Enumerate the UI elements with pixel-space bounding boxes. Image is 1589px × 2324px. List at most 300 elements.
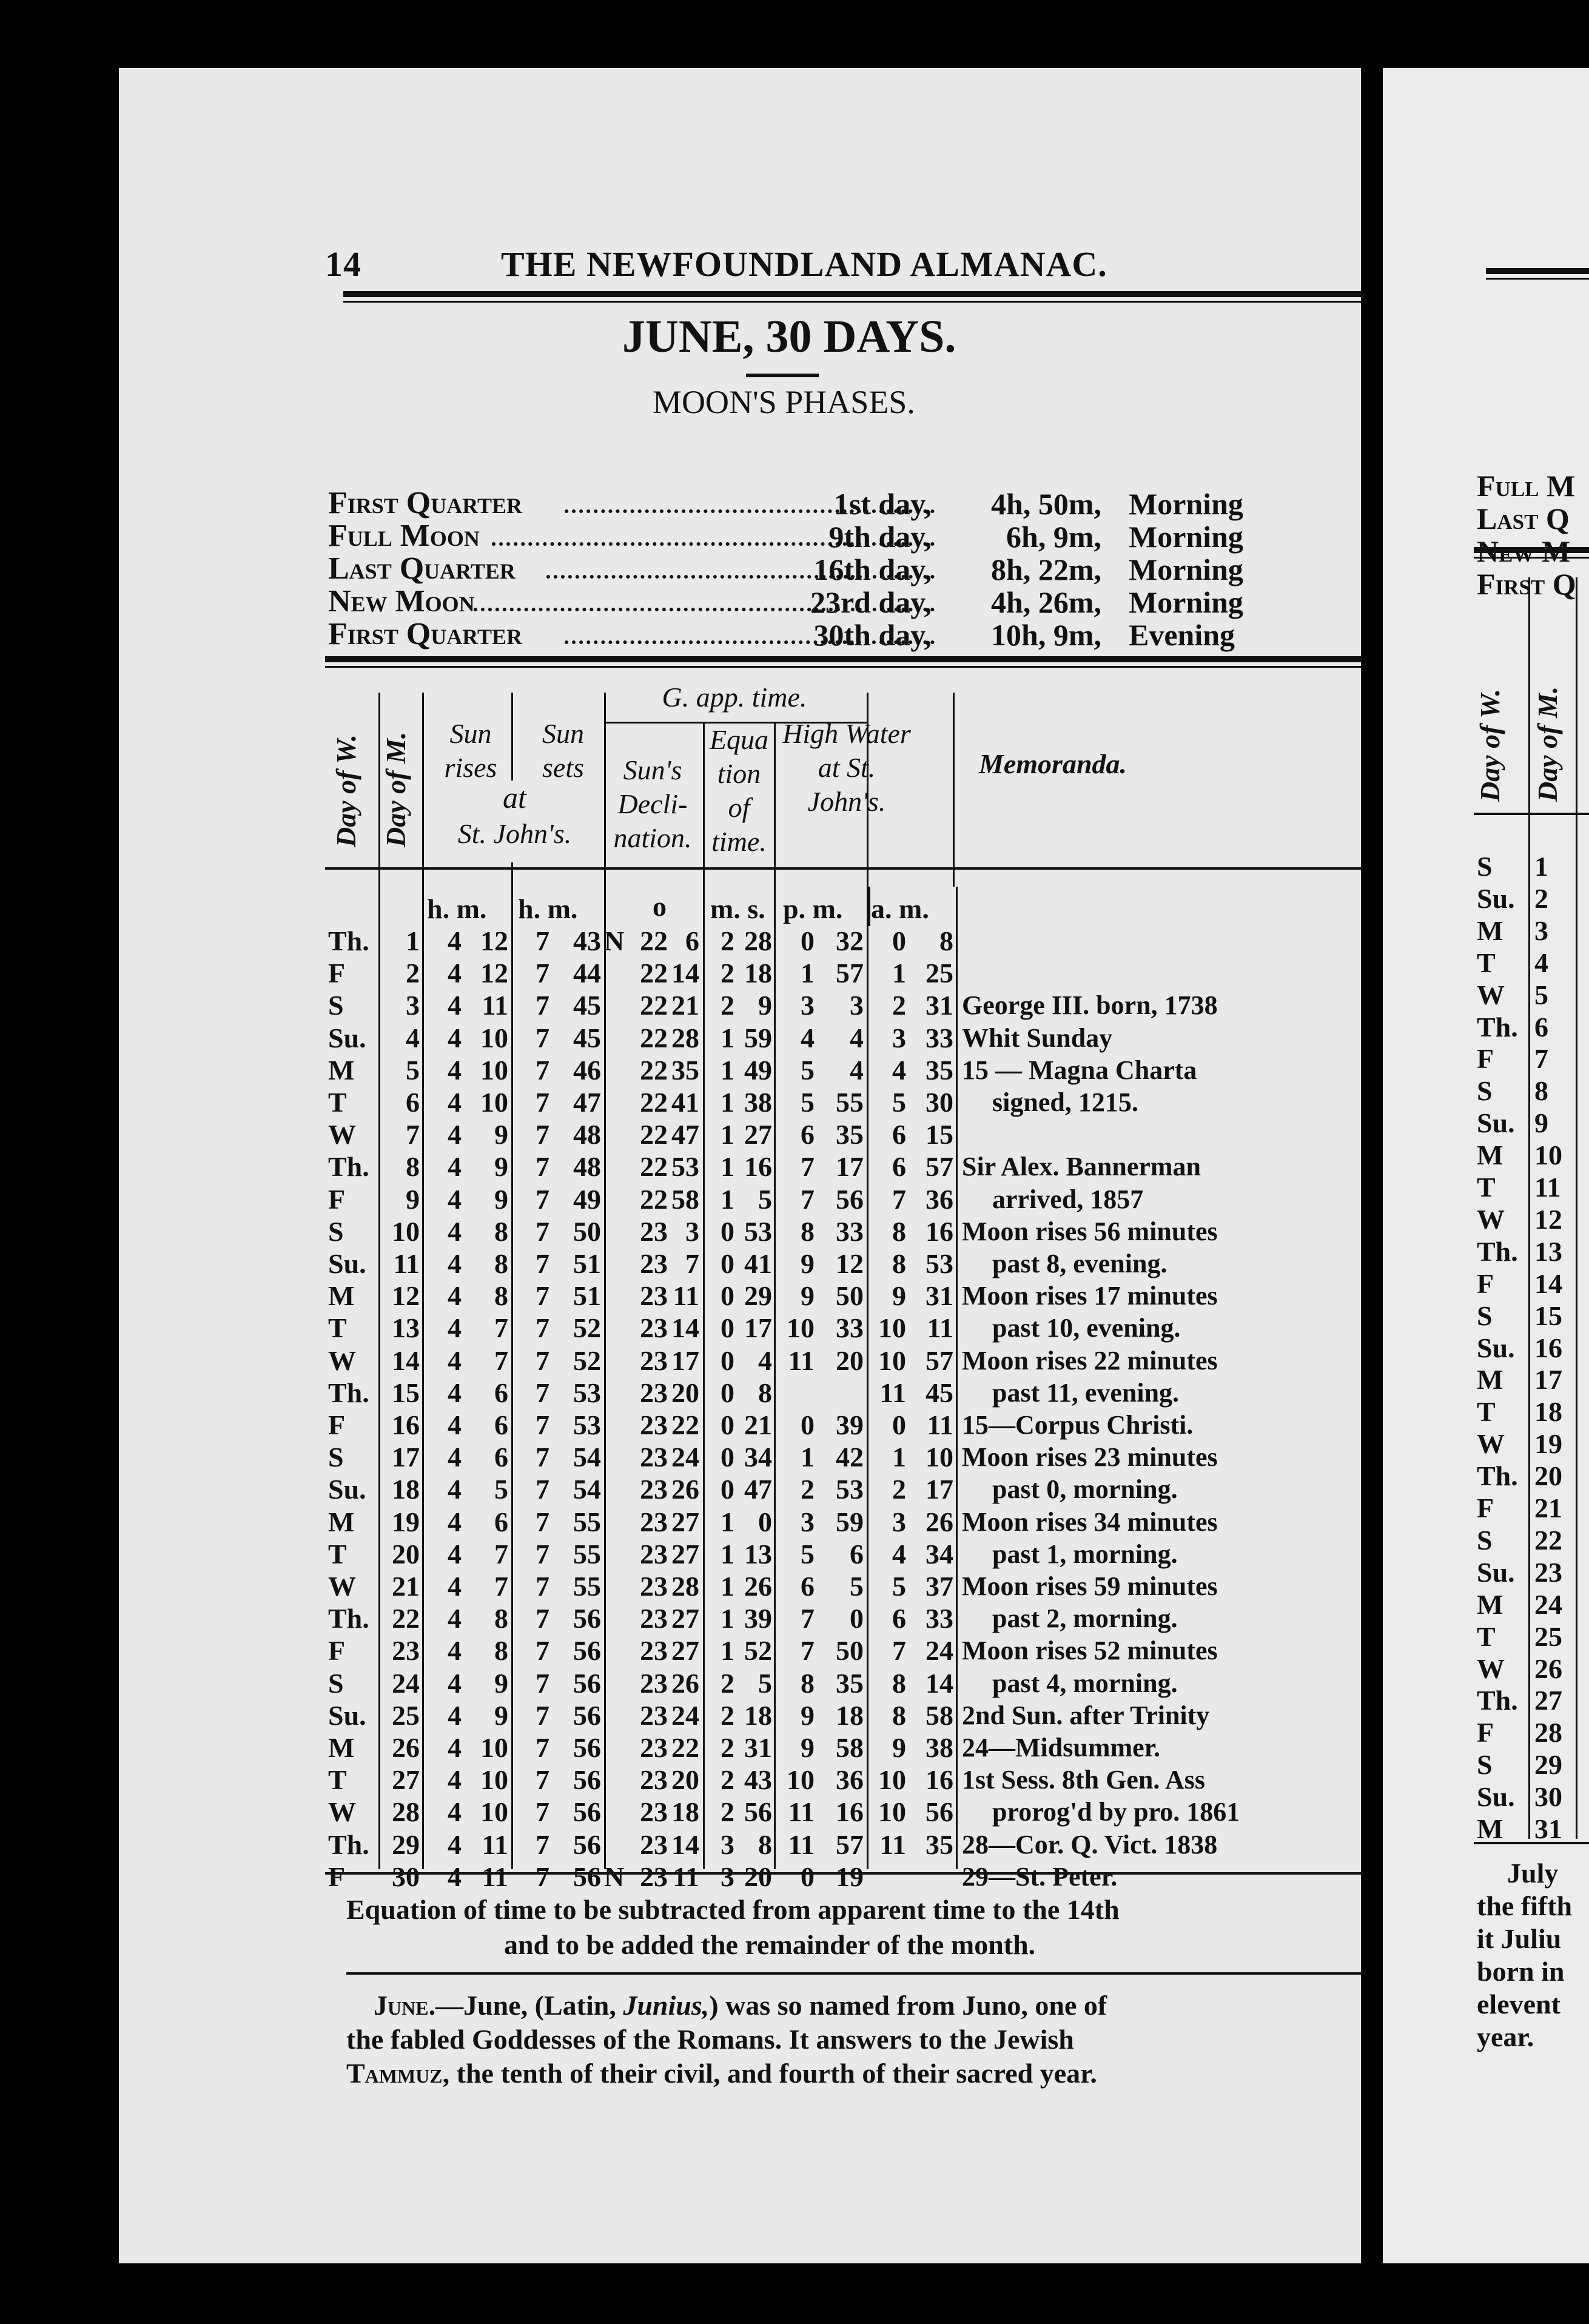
day-of-month: 10 bbox=[392, 1215, 420, 1247]
decl-degrees: 23 bbox=[640, 1538, 668, 1570]
rise-minute: 10 bbox=[480, 1796, 508, 1828]
next-day-of-week: T bbox=[1477, 1172, 1496, 1203]
pm-hour: 7 bbox=[801, 1151, 815, 1183]
eq-seconds: 27 bbox=[744, 1119, 772, 1150]
footer-lead: June. bbox=[374, 1990, 436, 2021]
rise-minute: 6 bbox=[494, 1442, 508, 1473]
decl-minutes: 27 bbox=[671, 1538, 699, 1570]
next-day-of-week: F bbox=[1477, 1268, 1494, 1299]
pm-minute: 57 bbox=[836, 958, 864, 989]
memoranda-entry: 15 — Magna Charta bbox=[962, 1055, 1197, 1085]
decl-minutes: 26 bbox=[671, 1474, 699, 1505]
set-hour: 7 bbox=[536, 1183, 549, 1215]
eq-minutes: 2 bbox=[721, 1764, 734, 1796]
phase-day: 30th day, bbox=[813, 618, 932, 652]
memoranda-entry: Moon rises 17 minutes bbox=[962, 1281, 1218, 1311]
am-minute: 53 bbox=[926, 1248, 953, 1279]
next-day-of-week: M bbox=[1477, 1588, 1503, 1620]
decl-degrees: 23 bbox=[640, 1796, 668, 1828]
set-minute: 53 bbox=[573, 1409, 601, 1440]
next-day-of-month: 31 bbox=[1534, 1813, 1562, 1844]
memoranda-entry: past 8, evening. bbox=[992, 1249, 1167, 1278]
memoranda-entry: Moon rises 23 minutes bbox=[962, 1442, 1218, 1473]
memoranda-entry: Moon rises 56 minutes bbox=[962, 1216, 1218, 1246]
pm-hour: 10 bbox=[787, 1312, 815, 1344]
eq-minutes: 3 bbox=[721, 1861, 734, 1892]
col-divider bbox=[956, 887, 958, 1869]
rise-hour: 4 bbox=[448, 1312, 462, 1344]
eq-seconds: 0 bbox=[758, 1506, 772, 1537]
am-minute: 15 bbox=[926, 1119, 953, 1150]
month-title: JUNE, 30 DAYS. bbox=[622, 311, 956, 362]
decl-minutes: 20 bbox=[671, 1764, 699, 1796]
phase-period: Morning bbox=[1129, 520, 1243, 554]
am-minute: 38 bbox=[926, 1732, 953, 1763]
eq-minutes: 1 bbox=[721, 1635, 734, 1667]
am-minute: 26 bbox=[926, 1506, 953, 1537]
rise-minute: 8 bbox=[494, 1280, 508, 1312]
memoranda-entry: Moon rises 22 minutes bbox=[962, 1345, 1218, 1375]
decl-degrees: 23 bbox=[640, 1409, 668, 1440]
pm-minute: 16 bbox=[836, 1796, 864, 1828]
decl-degrees: 23 bbox=[640, 1732, 668, 1763]
next-divider bbox=[1528, 577, 1530, 1839]
set-minute: 45 bbox=[573, 990, 601, 1021]
am-minute: 17 bbox=[926, 1474, 953, 1505]
memoranda-entry: 2nd Sun. after Trinity bbox=[962, 1700, 1210, 1730]
am-hour: 6 bbox=[892, 1603, 906, 1634]
day-of-week: M bbox=[328, 1732, 355, 1763]
decl-minutes: 6 bbox=[685, 925, 699, 956]
decl-minutes: 27 bbox=[671, 1635, 699, 1667]
eq-seconds: 59 bbox=[744, 1022, 772, 1053]
rise-minute: 11 bbox=[482, 990, 508, 1021]
next-day-of-week: M bbox=[1477, 1813, 1503, 1844]
eq-seconds: 9 bbox=[758, 990, 772, 1021]
day-of-month: 1 bbox=[406, 925, 420, 956]
memoranda-entry: 29—St. Peter. bbox=[962, 1861, 1118, 1892]
set-minute: 48 bbox=[573, 1151, 601, 1183]
am-hour: 7 bbox=[892, 1183, 906, 1215]
am-minute: 57 bbox=[926, 1151, 953, 1183]
day-of-week: F bbox=[328, 1409, 346, 1440]
next-day-of-week: T bbox=[1477, 947, 1496, 978]
am-minute: 25 bbox=[926, 958, 953, 989]
decl-degrees: 22 bbox=[640, 1151, 668, 1183]
eq-seconds: 29 bbox=[744, 1280, 772, 1312]
table-bottom-rule bbox=[325, 1872, 1363, 1875]
decl-minutes: 22 bbox=[671, 1732, 699, 1763]
memoranda-entry: arrived, 1857 bbox=[992, 1184, 1144, 1214]
next-day-of-week: W bbox=[1477, 1428, 1505, 1460]
pm-hour: 7 bbox=[801, 1635, 815, 1667]
rise-minute: 8 bbox=[494, 1248, 508, 1279]
rise-minute: 7 bbox=[494, 1312, 508, 1344]
pm-minute: 35 bbox=[836, 1119, 864, 1150]
decl-degrees: 23 bbox=[640, 1667, 668, 1699]
set-hour: 7 bbox=[536, 1054, 549, 1086]
rise-minute: 8 bbox=[494, 1603, 508, 1634]
am-minute: 24 bbox=[926, 1635, 953, 1667]
running-title: THE NEWFOUNDLAND ALMANAC. bbox=[501, 244, 1107, 284]
set-minute: 53 bbox=[573, 1377, 601, 1408]
next-day-of-month: 8 bbox=[1534, 1075, 1548, 1107]
eq-minutes: 0 bbox=[721, 1345, 734, 1376]
pm-hour: 9 bbox=[801, 1699, 815, 1731]
eq-minutes: 1 bbox=[721, 1571, 734, 1602]
eq-seconds: 8 bbox=[758, 1829, 772, 1860]
decl-degrees: 22 bbox=[640, 1087, 668, 1118]
eq-minutes: 1 bbox=[721, 1022, 734, 1053]
next-day-of-month: 30 bbox=[1534, 1781, 1562, 1813]
pm-hour: 5 bbox=[801, 1054, 815, 1086]
pm-minute: 3 bbox=[850, 990, 864, 1021]
phase-day: 23rd day, bbox=[810, 585, 932, 619]
eq-minutes: 1 bbox=[721, 1151, 734, 1183]
pm-hour: 9 bbox=[801, 1248, 815, 1279]
am-hour: 9 bbox=[892, 1280, 906, 1312]
set-minute: 43 bbox=[573, 925, 601, 956]
phase-day: 16th day, bbox=[813, 552, 932, 586]
col-memoranda: Memoranda. bbox=[978, 748, 1127, 779]
pm-hour: 0 bbox=[801, 925, 815, 956]
decl-minutes: 14 bbox=[671, 958, 699, 989]
next-text-line: the fifth bbox=[1477, 1890, 1573, 1921]
phase-period: Morning bbox=[1129, 552, 1243, 586]
eq-minutes: 0 bbox=[721, 1248, 734, 1279]
rise-hour: 4 bbox=[448, 1635, 462, 1667]
phases-rule bbox=[325, 656, 1362, 668]
phase-time: 6h, 9m, bbox=[1006, 520, 1101, 554]
next-day-of-week: S bbox=[1477, 1749, 1493, 1781]
day-of-month: 6 bbox=[406, 1087, 420, 1118]
pm-minute: 6 bbox=[850, 1538, 864, 1570]
rise-hour: 4 bbox=[448, 1280, 462, 1312]
decl-degrees: 23 bbox=[640, 1377, 668, 1408]
next-day-of-week: T bbox=[1477, 1620, 1496, 1652]
day-of-week: M bbox=[328, 1506, 355, 1537]
pm-hour: 10 bbox=[787, 1764, 815, 1796]
decl-degrees: 22 bbox=[640, 958, 668, 989]
pm-minute: 18 bbox=[836, 1699, 864, 1731]
col-st-johns: St. John's. bbox=[457, 818, 572, 849]
eq-minutes: 2 bbox=[721, 1732, 734, 1763]
pm-hour: 8 bbox=[801, 1215, 815, 1247]
next-day-of-month: 21 bbox=[1534, 1493, 1562, 1523]
g-app-rule bbox=[604, 722, 867, 724]
next-day-of-week: F bbox=[1477, 1493, 1494, 1523]
decl-minutes: 24 bbox=[671, 1699, 699, 1731]
decl-minutes: 35 bbox=[671, 1054, 699, 1086]
rise-minute: 6 bbox=[494, 1506, 508, 1537]
decl-minutes: 20 bbox=[671, 1377, 699, 1408]
am-hour: 1 bbox=[892, 958, 906, 989]
decl-minutes: 22 bbox=[671, 1409, 699, 1440]
next-day-of-month: 12 bbox=[1534, 1203, 1562, 1235]
pm-minute: 36 bbox=[836, 1764, 864, 1796]
next-day-of-week: T bbox=[1477, 1396, 1496, 1428]
day-of-month: 12 bbox=[392, 1280, 420, 1312]
set-hour: 7 bbox=[536, 1571, 549, 1602]
decl-minutes: 24 bbox=[671, 1442, 699, 1473]
eq-seconds: 52 bbox=[744, 1635, 772, 1667]
day-of-week: T bbox=[328, 1764, 347, 1796]
pm-hour: 3 bbox=[801, 990, 815, 1021]
rise-hour: 4 bbox=[448, 1345, 462, 1376]
eq-seconds: 18 bbox=[744, 1699, 772, 1731]
next-phase-name: Full M bbox=[1477, 469, 1576, 503]
day-of-month: 8 bbox=[406, 1151, 420, 1183]
rise-hour: 4 bbox=[448, 990, 462, 1021]
decl-minutes: 27 bbox=[671, 1603, 699, 1634]
memoranda-entry: past 0, morning. bbox=[992, 1474, 1178, 1505]
am-minute: 34 bbox=[926, 1538, 953, 1570]
memoranda-entry: 24—Midsummer. bbox=[962, 1733, 1161, 1762]
day-of-month: 19 bbox=[392, 1506, 420, 1537]
footer-line-3 bbox=[346, 2057, 1097, 2089]
set-minute: 51 bbox=[573, 1248, 601, 1279]
set-minute: 54 bbox=[573, 1442, 601, 1473]
eq-minutes: 2 bbox=[721, 990, 734, 1021]
footer-line-2: the fabled Goddesses of the Romans. It answers to the Jewish bbox=[346, 2024, 1074, 2055]
day-of-week: Th. bbox=[328, 1829, 369, 1860]
am-minute: 30 bbox=[926, 1087, 953, 1118]
day-of-month: 28 bbox=[392, 1796, 420, 1828]
next-day-of-week: Su. bbox=[1477, 1556, 1515, 1588]
next-col-day-of-w: Day of W. bbox=[1474, 688, 1505, 802]
rise-hour: 4 bbox=[448, 1474, 462, 1505]
pm-hour: 7 bbox=[801, 1183, 815, 1215]
decl-degrees: 23 bbox=[640, 1312, 668, 1344]
eq-seconds: 16 bbox=[744, 1151, 772, 1183]
col-day-of-w: Day of W. bbox=[331, 734, 361, 847]
rise-hour: 4 bbox=[448, 1183, 462, 1215]
next-day-of-month: 15 bbox=[1534, 1300, 1562, 1331]
next-phases-rule bbox=[1474, 547, 1589, 559]
set-hour: 7 bbox=[536, 1732, 549, 1763]
eq-seconds: 53 bbox=[744, 1215, 772, 1247]
eq-seconds: 38 bbox=[744, 1087, 772, 1118]
rise-hour: 4 bbox=[448, 1796, 462, 1828]
pm-minute: 4 bbox=[850, 1022, 864, 1053]
memoranda-entry: past 10, evening. bbox=[992, 1313, 1181, 1343]
day-of-week: M bbox=[328, 1280, 355, 1312]
decl-degrees: 23 bbox=[640, 1215, 668, 1247]
next-text-line: born in bbox=[1477, 1956, 1565, 1987]
decl-minutes: 14 bbox=[671, 1312, 699, 1344]
decl-minutes: 11 bbox=[673, 1861, 699, 1892]
next-page-fragment bbox=[1383, 68, 1589, 2263]
next-day-of-week: M bbox=[1477, 1364, 1503, 1395]
phase-name: Full Moon bbox=[328, 519, 480, 553]
eq-seconds: 28 bbox=[744, 925, 772, 956]
next-day-of-month: 29 bbox=[1534, 1749, 1562, 1781]
rise-minute: 12 bbox=[480, 925, 508, 956]
day-of-week: S bbox=[328, 1667, 344, 1699]
phase-name: First Quarter bbox=[328, 617, 523, 651]
phase-time: 4h, 26m, bbox=[991, 585, 1101, 619]
set-hour: 7 bbox=[536, 925, 549, 956]
next-day-of-week: S bbox=[1477, 1300, 1493, 1331]
decl-minutes: 53 bbox=[671, 1151, 699, 1183]
rise-hour: 4 bbox=[448, 1151, 462, 1183]
phase-period: Morning bbox=[1129, 487, 1243, 521]
day-of-week: W bbox=[328, 1571, 356, 1602]
memoranda-entry: 15—Corpus Christi. bbox=[962, 1410, 1194, 1440]
page-number: 14 bbox=[325, 244, 361, 284]
decl-minutes: 3 bbox=[685, 1215, 699, 1247]
am-hour: 8 bbox=[892, 1248, 906, 1279]
am-minute: 33 bbox=[926, 1022, 953, 1053]
day-of-month: 27 bbox=[392, 1764, 420, 1796]
set-hour: 7 bbox=[536, 1442, 549, 1473]
eq-seconds: 4 bbox=[758, 1345, 772, 1376]
set-minute: 56 bbox=[573, 1635, 601, 1667]
pm-minute: 50 bbox=[836, 1635, 864, 1667]
day-of-month: 20 bbox=[392, 1538, 420, 1570]
footer-tammuz: Tammuz bbox=[346, 2058, 443, 2089]
decl-degrees: 23 bbox=[640, 1280, 668, 1312]
day-of-month: 17 bbox=[392, 1442, 420, 1473]
day-of-week: F bbox=[328, 1635, 346, 1667]
next-phase-name: Last Q bbox=[1477, 502, 1570, 536]
next-day-of-month: 17 bbox=[1534, 1364, 1562, 1395]
decl-minutes: 28 bbox=[671, 1571, 699, 1602]
rise-hour: 4 bbox=[448, 1054, 462, 1086]
unit-set: h. m. bbox=[518, 893, 578, 924]
rise-hour: 4 bbox=[448, 1699, 462, 1731]
col-declination: Sun's Decli- nation. bbox=[613, 754, 692, 853]
pm-hour: 6 bbox=[801, 1119, 815, 1150]
am-minute: 35 bbox=[926, 1829, 953, 1860]
set-minute: 55 bbox=[573, 1506, 601, 1537]
set-hour: 7 bbox=[536, 1280, 549, 1312]
am-minute: 36 bbox=[926, 1183, 953, 1215]
day-of-week: W bbox=[328, 1345, 356, 1376]
next-day-of-week: W bbox=[1477, 979, 1505, 1010]
set-minute: 47 bbox=[573, 1087, 601, 1118]
am-hour: 4 bbox=[892, 1054, 906, 1086]
next-day-of-week: S bbox=[1477, 1075, 1493, 1107]
next-day-of-week: Su. bbox=[1477, 882, 1515, 914]
next-day-of-week: Su. bbox=[1477, 1332, 1515, 1363]
set-minute: 49 bbox=[573, 1183, 601, 1215]
eq-seconds: 21 bbox=[744, 1409, 772, 1440]
set-hour: 7 bbox=[536, 1119, 549, 1150]
rise-hour: 4 bbox=[448, 1829, 462, 1860]
decl-minutes: 27 bbox=[671, 1506, 699, 1537]
next-day-of-month: 3 bbox=[1534, 915, 1548, 946]
set-minute: 45 bbox=[573, 1022, 601, 1053]
day-of-week: Su. bbox=[328, 1022, 366, 1053]
pm-minute: 19 bbox=[836, 1861, 864, 1892]
pm-hour: 0 bbox=[801, 1861, 815, 1892]
decl-minutes: 58 bbox=[671, 1183, 699, 1215]
decl-degrees: 23 bbox=[640, 1635, 668, 1667]
set-hour: 7 bbox=[536, 1409, 549, 1440]
memoranda-entry: 28—Cor. Q. Vict. 1838 bbox=[962, 1829, 1218, 1859]
decl-minutes: 14 bbox=[671, 1829, 699, 1860]
next-day-of-month: 28 bbox=[1534, 1717, 1562, 1748]
phase-time: 8h, 22m, bbox=[991, 552, 1101, 586]
decl-minutes: 11 bbox=[673, 1280, 699, 1312]
memoranda-entry: Moon rises 34 minutes bbox=[962, 1506, 1218, 1537]
am-minute: 8 bbox=[939, 925, 953, 956]
eq-seconds: 41 bbox=[744, 1248, 772, 1279]
set-hour: 7 bbox=[536, 958, 549, 989]
next-day-of-week: M bbox=[1477, 1140, 1503, 1171]
day-of-week: Su. bbox=[328, 1248, 366, 1279]
next-day-of-week: Th. bbox=[1477, 1011, 1518, 1043]
am-hour: 3 bbox=[892, 1022, 906, 1053]
phase-name: Last Quarter bbox=[328, 551, 516, 586]
next-day-of-month: 19 bbox=[1534, 1428, 1562, 1460]
am-hour: 0 bbox=[892, 925, 906, 956]
rise-hour: 4 bbox=[448, 1861, 462, 1892]
am-hour: 5 bbox=[892, 1571, 906, 1602]
memoranda-entry: Moon rises 59 minutes bbox=[962, 1571, 1218, 1601]
rise-minute: 10 bbox=[480, 1087, 508, 1118]
eq-minutes: 2 bbox=[721, 958, 734, 989]
next-day-of-week: S bbox=[1477, 851, 1493, 882]
day-of-week: W bbox=[328, 1119, 356, 1150]
next-day-of-week: M bbox=[1477, 915, 1503, 946]
eq-minutes: 1 bbox=[721, 1183, 734, 1215]
decl-degrees: 23 bbox=[640, 1506, 668, 1537]
day-of-week: F bbox=[328, 1861, 346, 1892]
next-day-of-month: 14 bbox=[1534, 1268, 1562, 1299]
eq-minutes: 1 bbox=[721, 1087, 734, 1118]
set-minute: 56 bbox=[573, 1603, 601, 1634]
eq-minutes: 1 bbox=[721, 1054, 734, 1086]
pm-minute: 59 bbox=[836, 1506, 864, 1537]
am-hour: 1 bbox=[892, 1442, 906, 1473]
phase-day: 1st day, bbox=[833, 487, 932, 521]
pm-hour: 9 bbox=[801, 1280, 815, 1312]
set-hour: 7 bbox=[536, 1215, 549, 1247]
col-at: at bbox=[503, 781, 526, 814]
col-divider bbox=[953, 693, 955, 887]
day-of-month: 21 bbox=[392, 1571, 420, 1602]
next-day-of-month: 2 bbox=[1534, 882, 1548, 914]
memoranda-entry: prorog'd by pro. 1861 bbox=[992, 1797, 1240, 1827]
set-minute: 56 bbox=[573, 1829, 601, 1860]
eq-minutes: 0 bbox=[721, 1409, 734, 1440]
next-day-of-week: F bbox=[1477, 1717, 1494, 1748]
pm-hour: 5 bbox=[801, 1087, 815, 1118]
rise-hour: 4 bbox=[448, 1506, 462, 1537]
am-hour: 8 bbox=[892, 1667, 906, 1699]
day-of-month: 26 bbox=[392, 1732, 420, 1763]
am-hour: 8 bbox=[892, 1215, 906, 1247]
eq-seconds: 47 bbox=[744, 1474, 772, 1505]
title-dash bbox=[746, 374, 819, 377]
day-of-month: 30 bbox=[392, 1861, 420, 1892]
next-text-line: year. bbox=[1477, 2021, 1534, 2052]
eq-minutes: 2 bbox=[721, 925, 734, 956]
next-day-of-month: 27 bbox=[1534, 1685, 1562, 1716]
decl-degrees: 22 bbox=[640, 1119, 668, 1150]
am-minute: 11 bbox=[927, 1409, 953, 1440]
pm-hour: 4 bbox=[801, 1022, 815, 1053]
pm-minute: 33 bbox=[836, 1215, 864, 1247]
unit-am: a. m. bbox=[871, 893, 929, 924]
rise-hour: 4 bbox=[448, 1022, 462, 1053]
next-day-of-month: 6 bbox=[1534, 1011, 1548, 1043]
pm-minute: 39 bbox=[836, 1409, 864, 1440]
decl-degrees: 23 bbox=[640, 1699, 668, 1731]
decl-minutes: 17 bbox=[671, 1345, 699, 1376]
